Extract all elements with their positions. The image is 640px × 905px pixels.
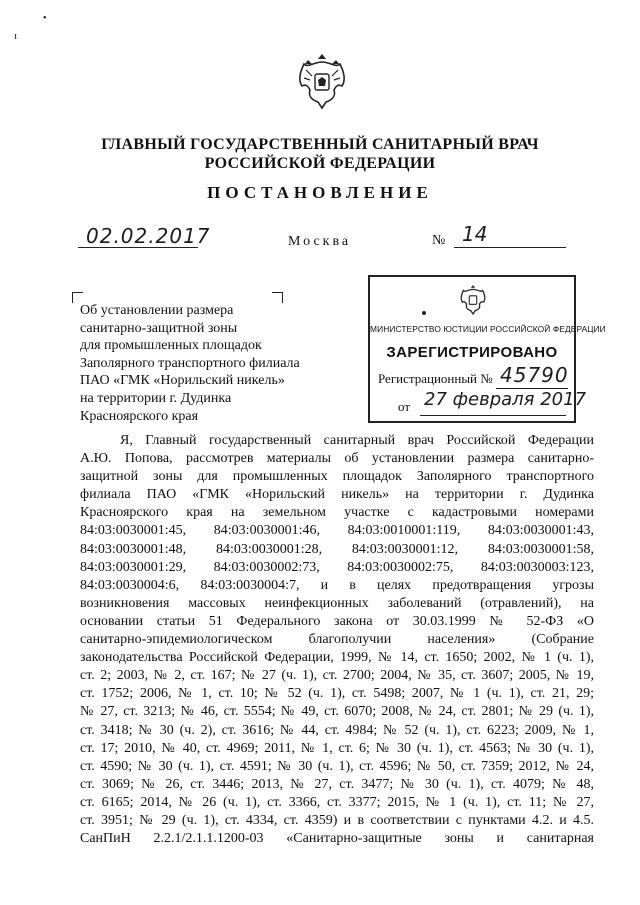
body-line: ст. 2; 2003, № 2, ст. 167; № 27 (ч. 1), ст. 2700; 2004, № 35, ст. 3607; 2005, № 19, bbox=[80, 668, 594, 684]
body-line: СанПиН 2.2.1/2.1.1.1200-03 «Санитарно-защитные зоны и санитарная bbox=[80, 831, 594, 847]
body-line: 84:03:0030004:6, 84:03:0030004:7, и в целях предотвращения угрозы bbox=[80, 577, 594, 593]
subject-line: санитарно-защитной зоны bbox=[80, 320, 238, 336]
body-line: ст. 1752; 2006, № 1, ст. 10; № 52 (ч. 1), ст. 5498; 2007, № 1 (ч. 1), ст. 21, 29; bbox=[80, 686, 594, 702]
body-line: ст. 3418; № 30 (ч. 2), ст. 3616; № 44, ст. 4984; № 52 (ч. 1), ст. 6223; 2009, № 1, bbox=[80, 722, 594, 738]
number-label: № bbox=[432, 233, 446, 248]
subject-line: на территории г. Дудинка bbox=[80, 390, 232, 406]
body-line: возникновения массовых неинфекционных заболеваний (отравлений), на bbox=[80, 595, 594, 611]
subject-line: Заполярного транспортного филиала bbox=[80, 355, 300, 371]
body-line: основании статьи 51 Федерального закона от 30.03.1999 № 52-ФЗ «О bbox=[80, 613, 594, 629]
registration-stamp bbox=[368, 275, 606, 423]
stamp-dot bbox=[422, 311, 426, 315]
body-line: ст. 4590; № 30 (ч. 1), ст. 4591; № 30 (ч. 1), ст. 4596; № 50, ст. 7359; 2012, № 24, bbox=[80, 758, 594, 774]
stamp-reg-number: 45790 bbox=[500, 363, 569, 387]
stamp-reg-label: Регистрационный № bbox=[378, 371, 493, 386]
body-line: защитной зоны для промышленных площадок Заполярного транспортного bbox=[80, 469, 594, 485]
document-date: 02.02.2017 bbox=[86, 224, 211, 248]
body-line: санитарно-эпидемиологическом благополучии населения» (Собрание bbox=[80, 632, 594, 648]
body-line: 84:03:0030001:45, 84:03:0030001:46, 84:03:0010001:119, 84:03:0030001:43, bbox=[80, 523, 594, 539]
document-type: ПОСТАНОВЛЕНИЕ bbox=[207, 183, 433, 202]
stamp-ministry: МИНИСТЕРСТВО ЮСТИЦИИ РОССИЙСКОЙ ФЕДЕРАЦИИ bbox=[370, 324, 606, 334]
body-line: № 27, ст. 3213; № 46, ст. 5554; № 49, ст. 6070; 2008, № 24, ст. 2801; № 29 (ч. 1), bbox=[80, 704, 594, 720]
body-line: 84:03:0030001:29, 84:03:0030002:73, 84:03:0030002:75, 84:03:0030003:123, bbox=[80, 559, 594, 575]
body-line: ст. 3951; № 29 (ч. 1), ст. 4334, ст. 4359) и в соответствии с пунктами 4.2. и 4.5. bbox=[80, 812, 594, 828]
issuer-title: РОССИЙСКОЙ ФЕДЕРАЦИИ bbox=[204, 155, 436, 172]
coat-of-arms-icon bbox=[458, 283, 488, 315]
body-line: 84:03:0030001:48, 84:03:0030001:28, 84:03:0030001:12, 84:03:0030001:58, bbox=[80, 541, 594, 557]
stamp-date: 27 февраля 2017 bbox=[424, 389, 587, 410]
subject-line: Красноярского края bbox=[80, 408, 199, 424]
body-line: Я, Главный государственный санитарный врач Российской Федерации bbox=[120, 433, 594, 448]
subject-line: для промышленных площадок bbox=[80, 338, 262, 354]
document-city: Москва bbox=[288, 234, 352, 249]
number-underline bbox=[454, 247, 566, 248]
document-number: 14 bbox=[462, 222, 488, 246]
stamp-title: ЗАРЕГИСТРИРОВАНО bbox=[386, 344, 558, 361]
issuer-title: ГЛАВНЫЙ ГОСУДАРСТВЕННЫЙ САНИТАРНЫЙ ВРАЧ bbox=[101, 136, 539, 153]
body-line: ст. 17; 2010, № 40, ст. 4969; 2011, № 1, ст. 6; № 30 (ч. 1), ст. 4563; № 30 (ч. 1), bbox=[80, 740, 594, 756]
body-line: А.Ю. Попова, рассмотрев материалы об установлении размера санитарно- bbox=[80, 451, 594, 467]
body-line: ст. 3069; № 26, ст. 3446; 2013, № 27, ст. 3477; № 30 (ч. 1), ст. 4079; № 48, bbox=[80, 776, 594, 792]
coat-of-arms-icon bbox=[294, 50, 350, 110]
subject-line: Об установлении размера bbox=[80, 303, 234, 318]
margin-mark: • bbox=[43, 13, 47, 24]
document-body bbox=[80, 432, 594, 848]
body-line: Красноярского края на земельном участке с кадастровыми номерами bbox=[80, 505, 594, 521]
stamp-from-label: от bbox=[398, 399, 411, 414]
body-line: законодательства Российской Федерации, 1999, № 14, ст. 1650; 2002, № 1 (ч. 1), bbox=[80, 650, 594, 666]
subject-line: ПАО «ГМК «Норильский никель» bbox=[80, 373, 285, 389]
date-underline bbox=[78, 247, 198, 248]
stamp-date-underline bbox=[420, 415, 566, 416]
body-line: филиала ПАО «ГМК «Норильский никель» на территории г. Дудинка bbox=[80, 487, 594, 503]
margin-mark: ɩ bbox=[14, 30, 18, 42]
document-subject bbox=[80, 302, 310, 425]
body-line: ст. 6165; 2014, № 26 (ч. 1), ст. 3366, ст. 3377; 2015, № 1 (ч. 1), ст. 11; № 27, bbox=[80, 794, 594, 810]
